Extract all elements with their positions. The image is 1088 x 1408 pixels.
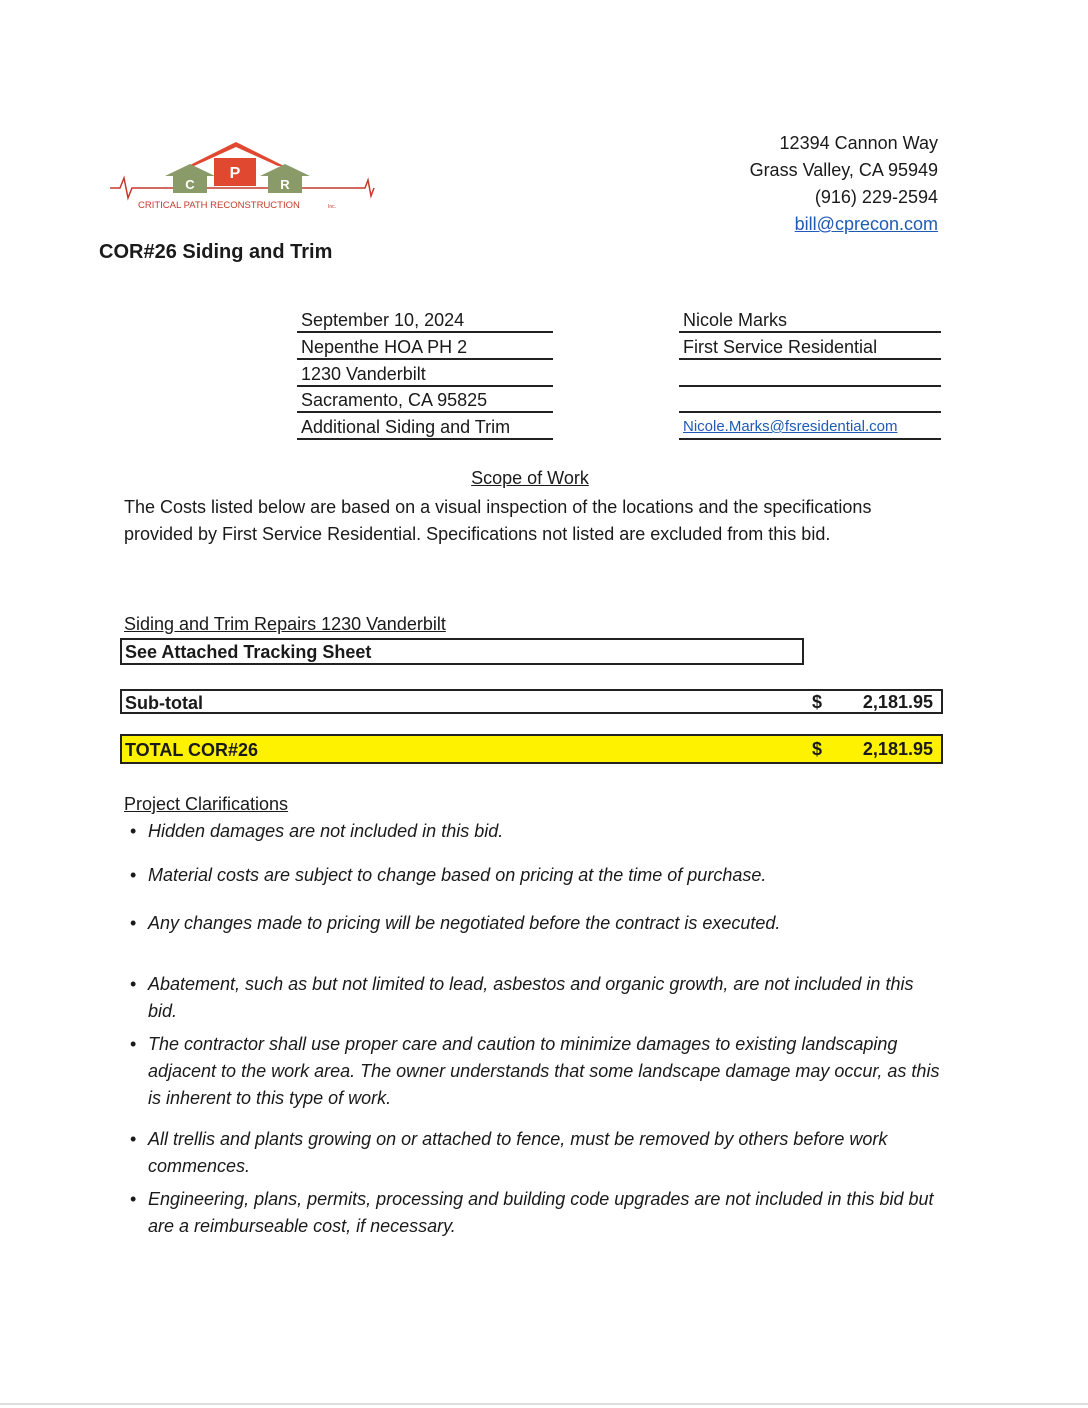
clarification-item: • The contractor shall use proper care and caution to minimize damages to existing landscaping adjacent to the work area. The owner understands that some landscape damage may occur, as this is inherent to this type of work. <box>130 1031 940 1112</box>
subtotal-amount: 2,181.95 <box>862 692 933 712</box>
total-label: TOTAL COR#26 <box>125 740 259 760</box>
bullet-icon: • <box>130 1034 137 1054</box>
subtotal-label: Sub-total <box>125 693 203 713</box>
cpr-logo-icon <box>110 138 375 218</box>
subtotal-currency: $ <box>812 692 823 712</box>
email-value[interactable]: Nicole.Marks@fsresidential.com <box>679 414 941 440</box>
bullet-icon: • <box>130 1129 137 1149</box>
date-value: September 10, 2024 <box>297 307 553 333</box>
company-value: First Service Residential <box>679 334 941 360</box>
section-title: Siding and Trim Repairs 1230 Vanderbilt <box>124 614 446 634</box>
logo-letter-c: C <box>185 177 195 192</box>
subtotal-row <box>120 689 943 714</box>
property-city-value: Sacramento, CA 95825 <box>297 387 553 413</box>
section-item-box <box>120 638 804 665</box>
company-logo <box>110 138 375 218</box>
document-title: COR#26 Siding and Trim <box>99 241 333 263</box>
property-address-value: 1230 Vanderbilt <box>297 361 553 387</box>
total-amount: 2,181.95 <box>862 739 933 759</box>
bullet-icon: • <box>130 974 137 994</box>
total-currency: $ <box>812 739 823 759</box>
company-address <box>750 130 938 238</box>
bullet-icon: • <box>130 913 137 933</box>
logo-letter-p: P <box>229 165 241 182</box>
logo-company-name: CRITICAL PATH RECONSTRUCTION <box>138 200 300 211</box>
fax-value <box>679 387 941 413</box>
clarifications-title: Project Clarifications <box>124 794 289 814</box>
address-city: Grass Valley, CA 95949 <box>749 160 938 180</box>
clarification-item: • Abatement, such as but not limited to lead, asbestos and organic growth, are not included in this bid. <box>130 971 940 1025</box>
bullet-icon: • <box>130 865 137 885</box>
clarification-item: • Any changes made to pricing will be negotiated before the contract is executed. <box>130 910 940 937</box>
bullet-icon: • <box>130 821 137 841</box>
page-edge-divider <box>0 1403 1088 1405</box>
phone-value <box>679 361 941 387</box>
clarification-item: • Material costs are subject to change based on pricing at the time of purchase. <box>130 862 940 889</box>
bullet-icon: • <box>130 1189 137 1209</box>
address-email-link[interactable]: bill@cprecon.com <box>794 214 938 234</box>
clarification-item: • All trellis and plants growing on or attached to fence, must be removed by others before work commences. <box>130 1126 940 1180</box>
contact-value: Nicole Marks <box>679 307 941 333</box>
subject-value: Additional Siding and Trim <box>297 414 553 440</box>
scope-text: The Costs listed below are based on a visual inspection of the locations and the specifications provided by First Service Residential. Specifications not listed are excluded from this bid. <box>124 497 872 544</box>
total-row <box>120 734 943 764</box>
clarification-item: • Hidden damages are not included in this bid. <box>130 818 940 845</box>
logo-suffix: Inc. <box>328 204 337 210</box>
property-name-value: Nepenthe HOA PH 2 <box>297 334 553 360</box>
address-phone: (916) 229-2594 <box>814 187 938 207</box>
logo-letter-r: R <box>280 177 290 192</box>
clarification-item: • Engineering, plans, permits, processing and building code upgrades are not included in this bid but are a reimburseable cost, if necessary. <box>130 1186 940 1240</box>
section-item: See Attached Tracking Sheet <box>125 642 372 662</box>
address-street: 12394 Cannon Way <box>779 133 938 153</box>
scope-title: Scope of Work <box>471 468 589 488</box>
